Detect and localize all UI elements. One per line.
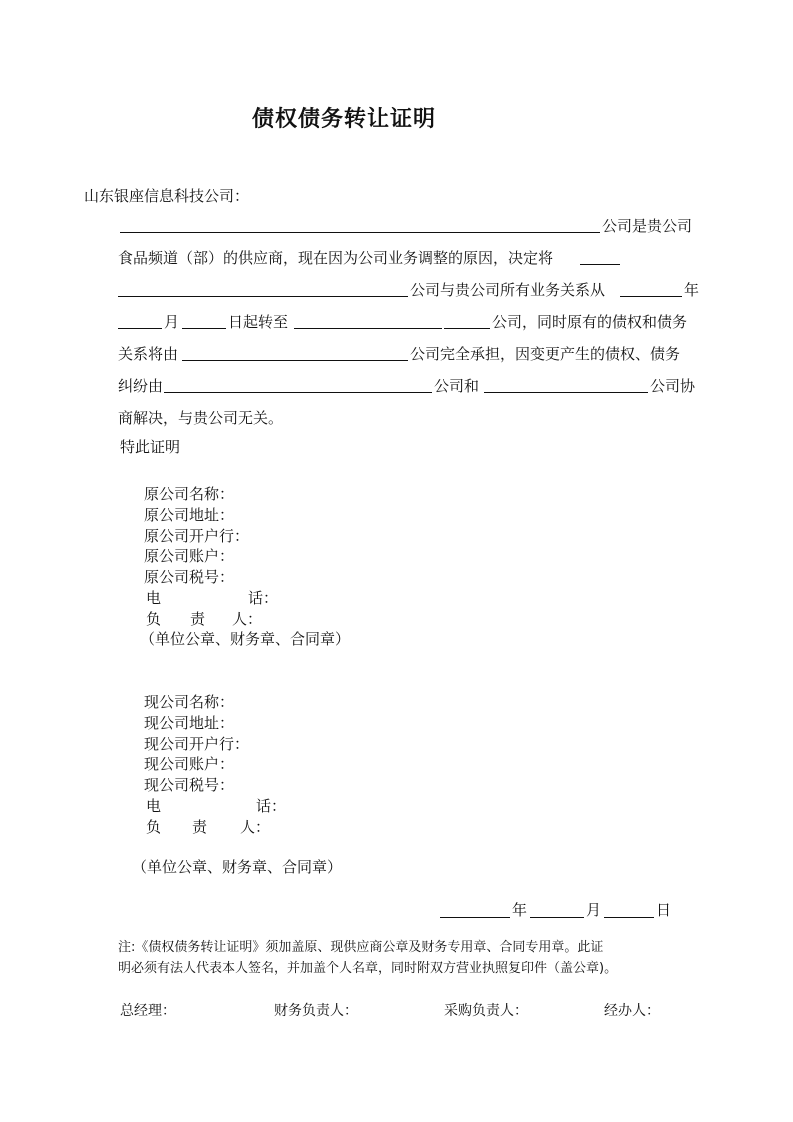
blank-line (294, 328, 442, 329)
note-line-1: 注:《债权债务转让证明》须加盖原、现供应商公章及财务专用章、合同专用章。此证 (118, 940, 604, 955)
body-line-3: 公司与贵公司所有业务关系从 (410, 281, 606, 299)
orig-seal-note: （单位公章、财务章、合同章） (140, 630, 351, 648)
note-line-2: 明必须有法人代表本人签名，并加盖个人名章，同时附双方营业执照复印件（盖公章)。 (118, 961, 618, 976)
curr-person-c: 人： (240, 818, 271, 836)
body-line-5-end: 公司完全承担，因变更产生的债权、债务 (410, 345, 681, 363)
orig-phone-a: 电 (146, 589, 162, 607)
curr-phone-b: 话： (256, 797, 287, 815)
body-line-6-mid: 公司和 (434, 377, 480, 395)
blank-line (120, 232, 600, 233)
blank-line (580, 264, 620, 265)
curr-person-a: 负 (146, 818, 162, 836)
curr-company-name: 现公司名称： (144, 693, 235, 711)
curr-person-b: 责 (192, 818, 208, 836)
sign-purchase: 采购负责人： (444, 1003, 528, 1019)
addressee: 山东银座信息科技公司： (84, 187, 250, 205)
orig-company-tax: 原公司税号： (144, 568, 235, 586)
blank-line (182, 328, 226, 329)
curr-seal-note: （单位公章、财务章、合同章） (132, 858, 343, 876)
sign-handler: 经办人： (604, 1003, 660, 1019)
orig-person-b: 责 (190, 610, 206, 628)
year-label: 年 (684, 281, 700, 299)
orig-person-a: 负 (146, 610, 162, 628)
blank-line (118, 296, 408, 297)
blank-line (484, 392, 648, 393)
month-label: 月 (164, 313, 180, 331)
body-line-5-start: 关系将由 (118, 345, 179, 363)
curr-company-account: 现公司账户： (144, 755, 235, 773)
orig-company-name: 原公司名称： (144, 485, 235, 503)
document-title: 债权债务转让证明 (252, 106, 437, 132)
curr-company-address: 现公司地址： (144, 714, 235, 732)
body-line-4-end: 公司，同时原有的债权和债务 (492, 313, 688, 331)
orig-person-c: 人： (232, 610, 263, 628)
certify-text: 特此证明 (120, 438, 181, 456)
orig-company-address: 原公司地址： (144, 506, 235, 524)
body-line-1: 公司是贵公司 (602, 217, 693, 235)
date-day: 日 (656, 901, 672, 919)
body-line-6-start: 纠纷由 (118, 377, 164, 395)
blank-line (530, 917, 584, 918)
curr-company-bank: 现公司开户行： (144, 735, 250, 753)
body-line-6-end: 公司协 (650, 377, 696, 395)
orig-company-account: 原公司账户： (144, 547, 235, 565)
body-line-2: 食品频道（部）的供应商，现在因为公司业务调整的原因，决定将 (118, 249, 554, 267)
blank-line (440, 917, 510, 918)
body-line-7: 商解决，与贵公司无关。 (118, 409, 284, 427)
date-year: 年 (512, 901, 528, 919)
date-month: 月 (586, 901, 602, 919)
day-label: 日起转至 (228, 313, 289, 331)
orig-company-bank: 原公司开户行： (144, 527, 250, 545)
blank-line (620, 296, 682, 297)
sign-finance: 财务负责人： (274, 1003, 358, 1019)
blank-line (164, 392, 432, 393)
blank-line (604, 917, 654, 918)
curr-phone-a: 电 (146, 797, 162, 815)
sign-gm: 总经理： (120, 1003, 176, 1019)
blank-line (444, 328, 490, 329)
blank-line (182, 360, 408, 361)
curr-company-tax: 现公司税号： (144, 776, 235, 794)
orig-phone-b: 话： (248, 589, 279, 607)
blank-line (118, 328, 162, 329)
